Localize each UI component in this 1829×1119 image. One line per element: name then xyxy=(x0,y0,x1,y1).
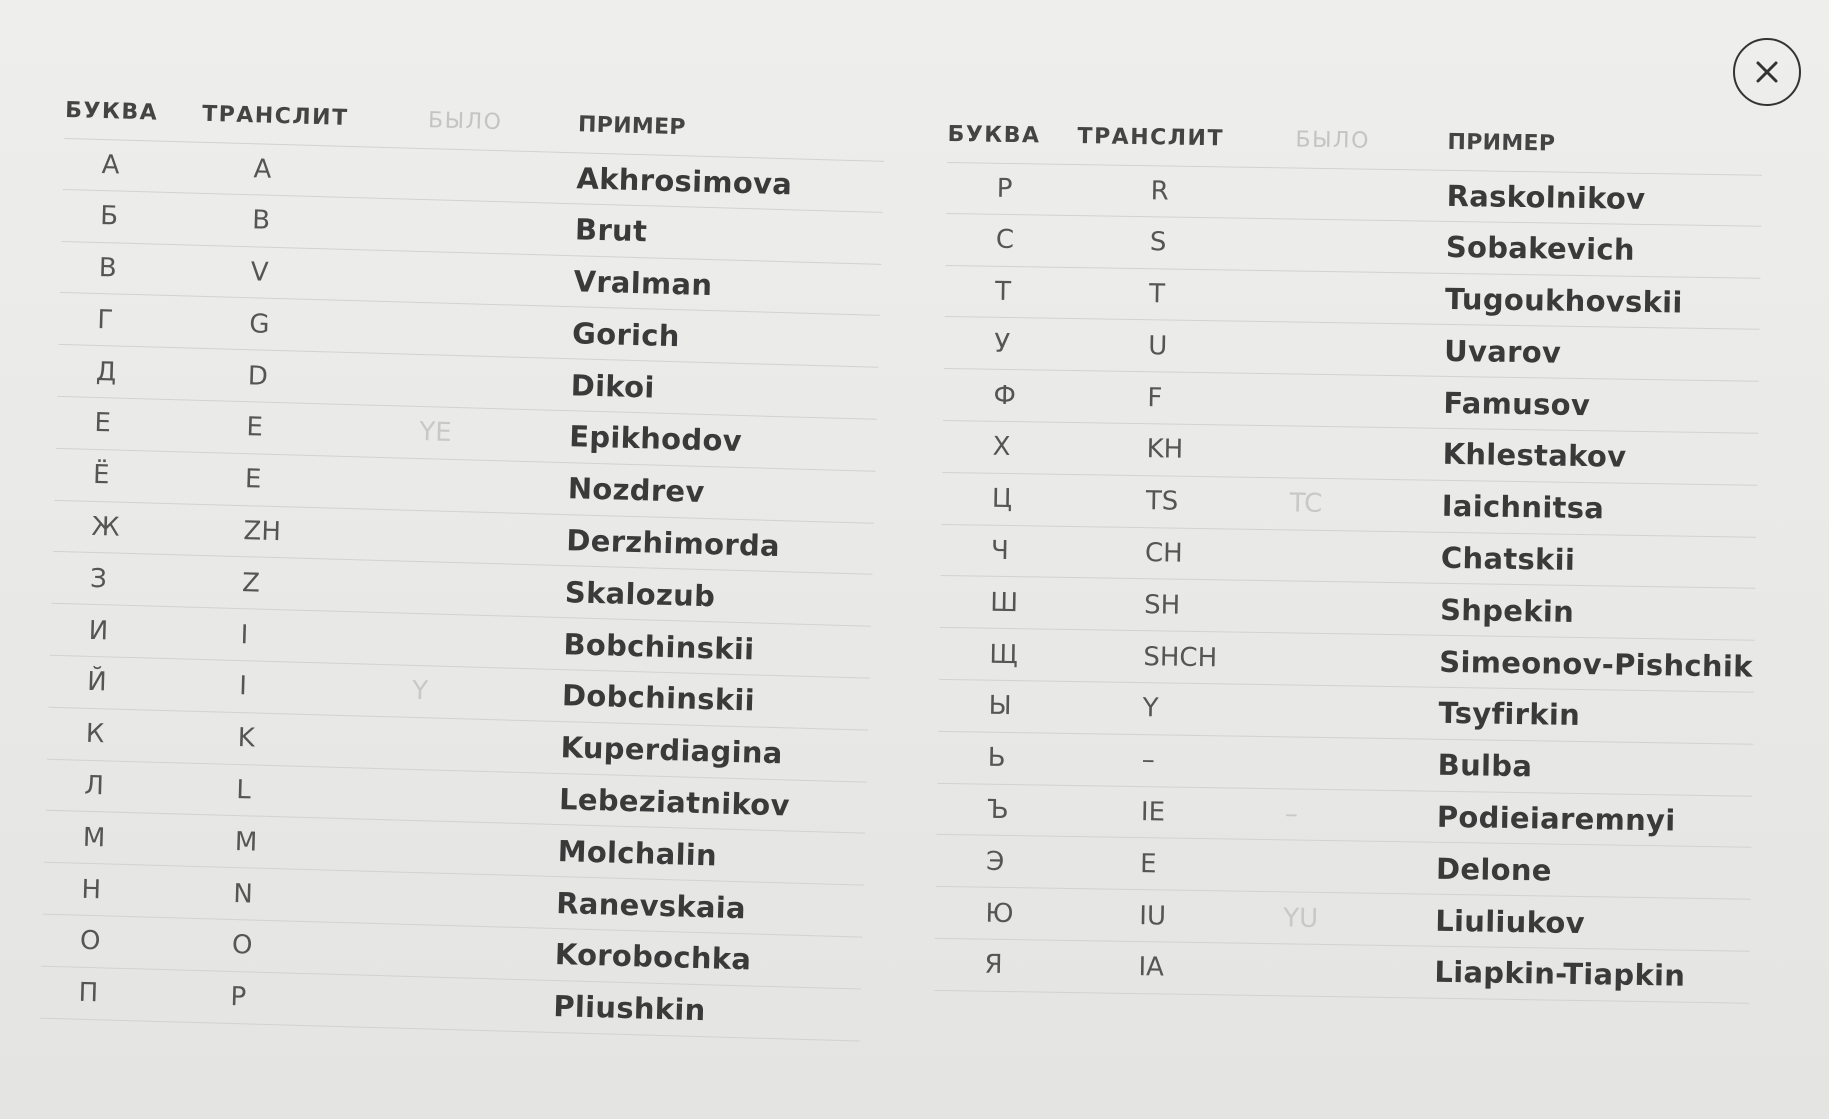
example-cell: Sobakevich xyxy=(1445,230,1636,267)
was-cell xyxy=(1269,659,1419,661)
letter-cell: И xyxy=(88,615,109,646)
was-cell: YE xyxy=(418,417,453,449)
letter-cell: Э xyxy=(985,846,1005,877)
header-example: ПРИМЕР xyxy=(1447,129,1556,157)
header-translit: ТРАНСЛИТ xyxy=(201,101,349,131)
header-translit: ТРАНСЛИТ xyxy=(1077,123,1225,151)
translit-cell: ZH xyxy=(243,516,282,548)
translit-cell: U xyxy=(1148,330,1168,362)
translit-cell: I xyxy=(238,671,248,702)
example-cell: Nozdrev xyxy=(567,471,706,510)
translit-cell: P xyxy=(230,982,247,1013)
letter-cell: Р xyxy=(996,173,1013,204)
translit-cell: E xyxy=(1139,848,1157,880)
translit-cell: M xyxy=(234,826,258,858)
was-cell xyxy=(1268,762,1418,764)
translit-cell: IE xyxy=(1140,797,1166,828)
was-cell xyxy=(401,380,551,384)
was-cell xyxy=(1277,193,1427,195)
was-cell xyxy=(1266,866,1416,868)
example-cell: Kuperdiagina xyxy=(560,730,784,771)
letter-cell: С xyxy=(995,224,1015,256)
header-was: БЫЛО xyxy=(1295,126,1371,154)
was-cell xyxy=(405,225,555,229)
example-cell: Akhrosimova xyxy=(576,161,793,202)
example-cell: Derzhimorda xyxy=(565,523,781,564)
translit-cell: S xyxy=(1149,227,1167,258)
translit-cell: Y xyxy=(1142,693,1159,724)
was-cell xyxy=(394,639,544,643)
letter-cell: Ж xyxy=(91,511,121,543)
example-cell: Dobchinskii xyxy=(561,678,756,718)
translit-cell: T xyxy=(1148,279,1166,310)
was-cell xyxy=(1273,452,1423,454)
was-cell xyxy=(395,587,545,591)
was-cell xyxy=(1271,555,1421,557)
letter-cell: О xyxy=(79,926,101,957)
was-cell: Y xyxy=(411,676,429,707)
letter-cell: Ф xyxy=(993,380,1017,411)
letter-cell: Ч xyxy=(990,535,1010,566)
example-cell: Epikhodov xyxy=(568,419,743,459)
translit-cell: – xyxy=(1141,745,1155,776)
was-cell: TC xyxy=(1289,488,1323,520)
translit-cell: CH xyxy=(1144,538,1183,569)
example-cell: Delone xyxy=(1435,851,1553,888)
example-cell: Molchalin xyxy=(557,833,718,873)
letter-cell: Х xyxy=(992,432,1011,463)
letter-cell: З xyxy=(89,563,108,595)
right-table-body xyxy=(934,162,1762,1003)
was-cell xyxy=(402,328,552,332)
letter-cell: Е xyxy=(94,408,112,439)
letter-cell: Ц xyxy=(991,483,1013,515)
example-cell: Tugoukhovskii xyxy=(1444,281,1683,320)
example-cell: Uvarov xyxy=(1443,333,1562,370)
letter-cell: П xyxy=(78,977,99,1009)
was-cell xyxy=(1270,607,1420,609)
example-cell: Chatskii xyxy=(1440,540,1576,577)
letter-cell: Я xyxy=(984,950,1003,981)
example-cell: Lebeziatnikov xyxy=(558,782,791,823)
header-example: ПРИМЕР xyxy=(577,111,687,140)
was-cell: YU xyxy=(1283,902,1319,934)
example-cell: Liapkin-Tiapkin xyxy=(1434,955,1686,994)
example-cell: Skalozub xyxy=(564,574,716,614)
letter-cell: К xyxy=(85,718,105,750)
translit-cell: V xyxy=(250,257,269,288)
letter-cell: Ю xyxy=(985,898,1014,929)
letter-cell: Ы xyxy=(988,691,1012,722)
was-cell xyxy=(1273,400,1423,402)
example-cell: Tsyfirkin xyxy=(1438,696,1581,733)
was-cell xyxy=(1276,244,1426,246)
translit-cell: E xyxy=(246,412,264,444)
was-cell xyxy=(1264,969,1414,971)
letter-cell: В xyxy=(98,252,118,284)
letter-cell: У xyxy=(994,328,1011,359)
translit-cell: F xyxy=(1147,382,1163,413)
header-letter: БУКВА xyxy=(64,97,159,126)
letter-cell: Ъ xyxy=(986,794,1009,825)
letter-cell: Г xyxy=(96,304,114,336)
example-cell: Famusov xyxy=(1443,385,1591,422)
example-cell: Vralman xyxy=(573,264,713,303)
was-cell xyxy=(404,276,554,280)
translit-cell: SH xyxy=(1143,589,1181,621)
example-cell: Khlestakov xyxy=(1442,437,1627,475)
letter-cell: А xyxy=(101,149,120,181)
was-cell xyxy=(388,846,538,850)
example-cell: Simeonov-Pishchik xyxy=(1439,644,1753,684)
example-cell: Bulba xyxy=(1437,747,1533,784)
letter-cell: Л xyxy=(83,770,105,802)
translit-cell: L xyxy=(235,774,252,806)
was-cell xyxy=(386,898,536,902)
header-letter: БУКВА xyxy=(947,121,1041,148)
translit-cell: N xyxy=(232,878,254,910)
letter-cell: Ш xyxy=(989,587,1019,618)
was-cell xyxy=(389,794,539,798)
letter-cell: Д xyxy=(95,356,117,388)
example-cell: Bobchinskii xyxy=(563,626,755,666)
example-cell: Shpekin xyxy=(1439,592,1575,629)
was-cell: – xyxy=(1284,799,1299,830)
was-cell xyxy=(383,1001,533,1005)
was-cell xyxy=(1274,348,1424,350)
example-cell: Iaichnitsa xyxy=(1441,488,1605,526)
translit-cell: G xyxy=(248,308,270,340)
translit-cell: I xyxy=(240,619,249,650)
example-cell: Podieiaremnyi xyxy=(1436,799,1676,838)
was-cell xyxy=(1275,296,1425,298)
example-cell: Pliushkin xyxy=(552,989,707,1028)
close-icon xyxy=(1752,57,1782,87)
example-cell: Brut xyxy=(574,212,648,249)
translit-cell: SHCH xyxy=(1143,641,1218,673)
example-cell: Liuliukov xyxy=(1435,903,1586,940)
translit-cell: O xyxy=(231,930,253,961)
example-cell: Ranevskaia xyxy=(555,885,747,925)
was-cell xyxy=(407,173,557,177)
right-table xyxy=(934,106,1763,1003)
translit-cell: A xyxy=(253,154,272,185)
translit-cell: Z xyxy=(241,567,261,599)
translit-cell: IU xyxy=(1139,900,1167,932)
letter-cell: Н xyxy=(81,874,102,905)
translit-cell: K xyxy=(237,723,256,754)
translit-cell: IA xyxy=(1138,952,1165,983)
translit-cell: B xyxy=(251,205,271,236)
letter-cell: Б xyxy=(99,201,119,232)
letter-cell: Ё xyxy=(92,460,110,491)
left-table xyxy=(40,82,886,1041)
letter-cell: Й xyxy=(86,667,108,698)
was-cell xyxy=(398,484,548,488)
translit-cell: R xyxy=(1150,176,1169,207)
letter-cell: Т xyxy=(994,276,1012,307)
letter-cell: Ь xyxy=(987,742,1006,774)
example-cell: Raskolnikov xyxy=(1446,178,1646,216)
example-cell: Dikoi xyxy=(570,367,656,405)
translit-cell: D xyxy=(247,360,269,392)
example-cell: Korobochka xyxy=(554,937,752,977)
was-cell xyxy=(391,742,541,746)
header-was: БЫЛО xyxy=(427,107,503,135)
was-cell xyxy=(1269,710,1419,712)
letter-cell: Щ xyxy=(989,639,1019,670)
left-table-body xyxy=(40,138,884,1041)
translit-cell: E xyxy=(244,464,262,495)
was-cell xyxy=(396,535,546,539)
letter-cell: М xyxy=(82,822,106,854)
translit-cell: KH xyxy=(1146,434,1184,466)
was-cell xyxy=(385,950,535,954)
close-button[interactable] xyxy=(1733,38,1801,106)
translit-cell: TS xyxy=(1145,486,1179,517)
example-cell: Gorich xyxy=(571,316,681,354)
